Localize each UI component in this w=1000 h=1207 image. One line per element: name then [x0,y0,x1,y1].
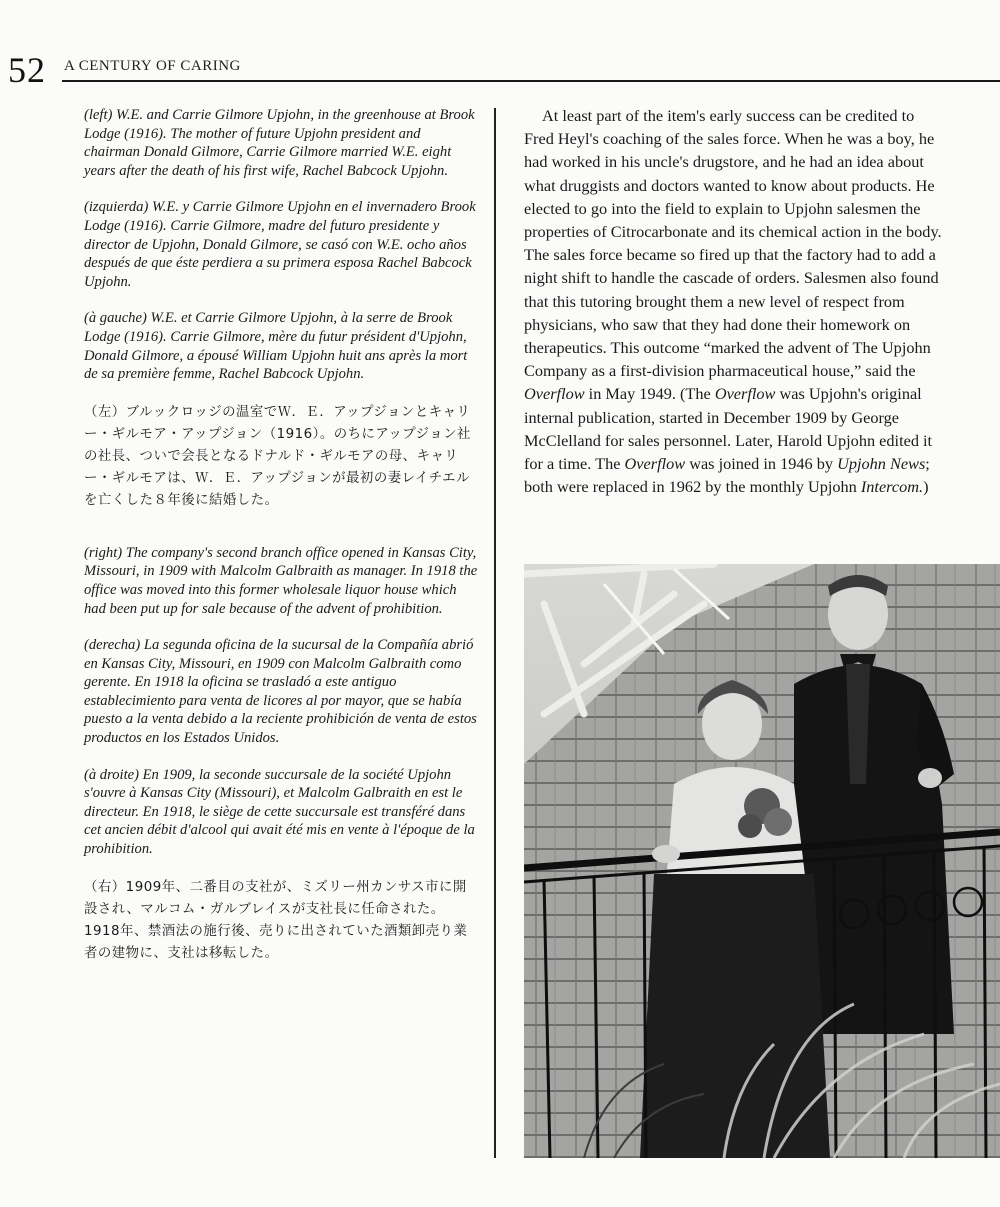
caption-right-japanese: （右）1909年、二番目の支社が、ミズリー州カンサス市に開設され、マルコム・ガルブレイスが支社長に任命された。1918年、禁酒法の施行後、売りに出されていた酒類卸売り業者の建物に、支社は移転した。 [84,879,468,961]
body-text-2: in May 1949. (The [584,384,715,404]
body-paragraph [524,104,948,498]
publication-title: Overflow [524,384,585,404]
caption-right-english: (right) The company's second branch office opened in Kansas City, Missouri, in 1909 with Malcolm Galbraith as manager. In 1918 the office was moved into this former wholesale liquor house which had been put up for sale because of the advent of prohibition. [84,544,478,617]
header-rule [62,80,1000,82]
column-divider [494,108,496,1158]
running-head: A CENTURY OF CARING [64,58,241,74]
body-text-3: was Upjohn's original internal publication, started in December 1909 by George McClelland for sales personnel. Later, Harold Upjohn edited it for a time. The [524,384,933,474]
publication-title: Overflow [624,454,686,474]
caption-left-spanish: (izquierda) W.E. y Carrie Gilmore Upjohn en el invernadero Brook Lodge (1916). Carrie Gilmore, madre del futuro presidente y director de Upjohn, Donald Gilmore, se casó con W.E. ocho años después de que éste perdiera a su primera esposa Rachel Babcock Upjohn. [84,199,476,290]
publication-title: Overflow [714,384,776,404]
body-text-5: ; both were replaced in 1962 by the monthly Upjohn [524,454,930,497]
body-text-1: At least part of the item's early success can be credited to Fred Heyl's coaching of the sales force. When he was a boy, he had worked in his uncle's drugstore, and he had an idea about what druggists and doctors wanted to know about products. He elected to go into the field to explain to Upjohn salesmen the properties of Citrocarbonate and its chemical action in the body. The sales force became so fired up that the factory had to add a night shift to handle the cascade of orders. Salesmen also found that this tutoring brought them a new level of respect from physicians, who saw that they had done their homework on therapeutics. This outcome “marked the advent of The Upjohn Company as a first-division pharmaceutical house,” said the [524,106,942,381]
body-text-4: was joined in 1946 by [685,454,838,474]
publication-title: Intercom. [860,477,924,497]
photograph-couple-greenhouse-icon [524,564,1000,1158]
caption-column [84,106,480,983]
caption-left-english: (left) W.E. and Carrie Gilmore Upjohn, in the greenhouse at Brook Lodge (1916). The mother of future Upjohn president and chairman Donald Gilmore, Carrie Gilmore married W.E. eight years after the death of his first wife, Rachel Babcock Upjohn. [84,107,475,179]
page-number: 52 [8,50,46,90]
caption-left-japanese: （左）ブルックロッジの温室でＷ．Ｅ．アップジョンとキャリー・ギルモア・アップジョン（1916）。のちにアップジョン社の社長、ついで会長となるドナルド・ギルモアの母、キャリー・ギルモアは、Ｗ．Ｅ．アップジョンが最初の妻レイチエルを亡くした８年後に結婚した。 [84,404,471,508]
caption-left-french: (à gauche) W.E. et Carrie Gilmore Upjohn, à la serre de Brook Lodge (1916). Carrie Gilmore, mère du futur président d'Upjohn, Donald Gilmore, a épousé William Upjohn huit ans après la mort de sa première femme, Rachel Babcock Upjohn. [84,310,468,383]
caption-right-french: (à droite) En 1909, la seconde succursale de la société Upjohn s'ouvre à Kansas City (Missouri), et Malcolm Galbraith en est le directeur. En 1918, le siège de cette succursale est transféré dans cet ancien débit d'alcool qui avait été mis en vente à l'époque de la prohibition. [84,766,475,858]
caption-right-spanish: (derecha) La segunda oficina de la sucursal de la Compañía abrió en Kansas City, Missouri, en 1909 con Malcolm Galbraith como gerente. En 1918 la oficina se trasladó a este antiguo establecimiento para venta de licores al por mayor, que se había puesto a la venta debido a la reciente prohibición de venta de estos productos en los Estados Unidos. [84,637,477,747]
publication-title: Upjohn News [837,454,926,474]
couple-photograph [524,564,1000,1158]
body-text-6: ) [923,477,929,497]
